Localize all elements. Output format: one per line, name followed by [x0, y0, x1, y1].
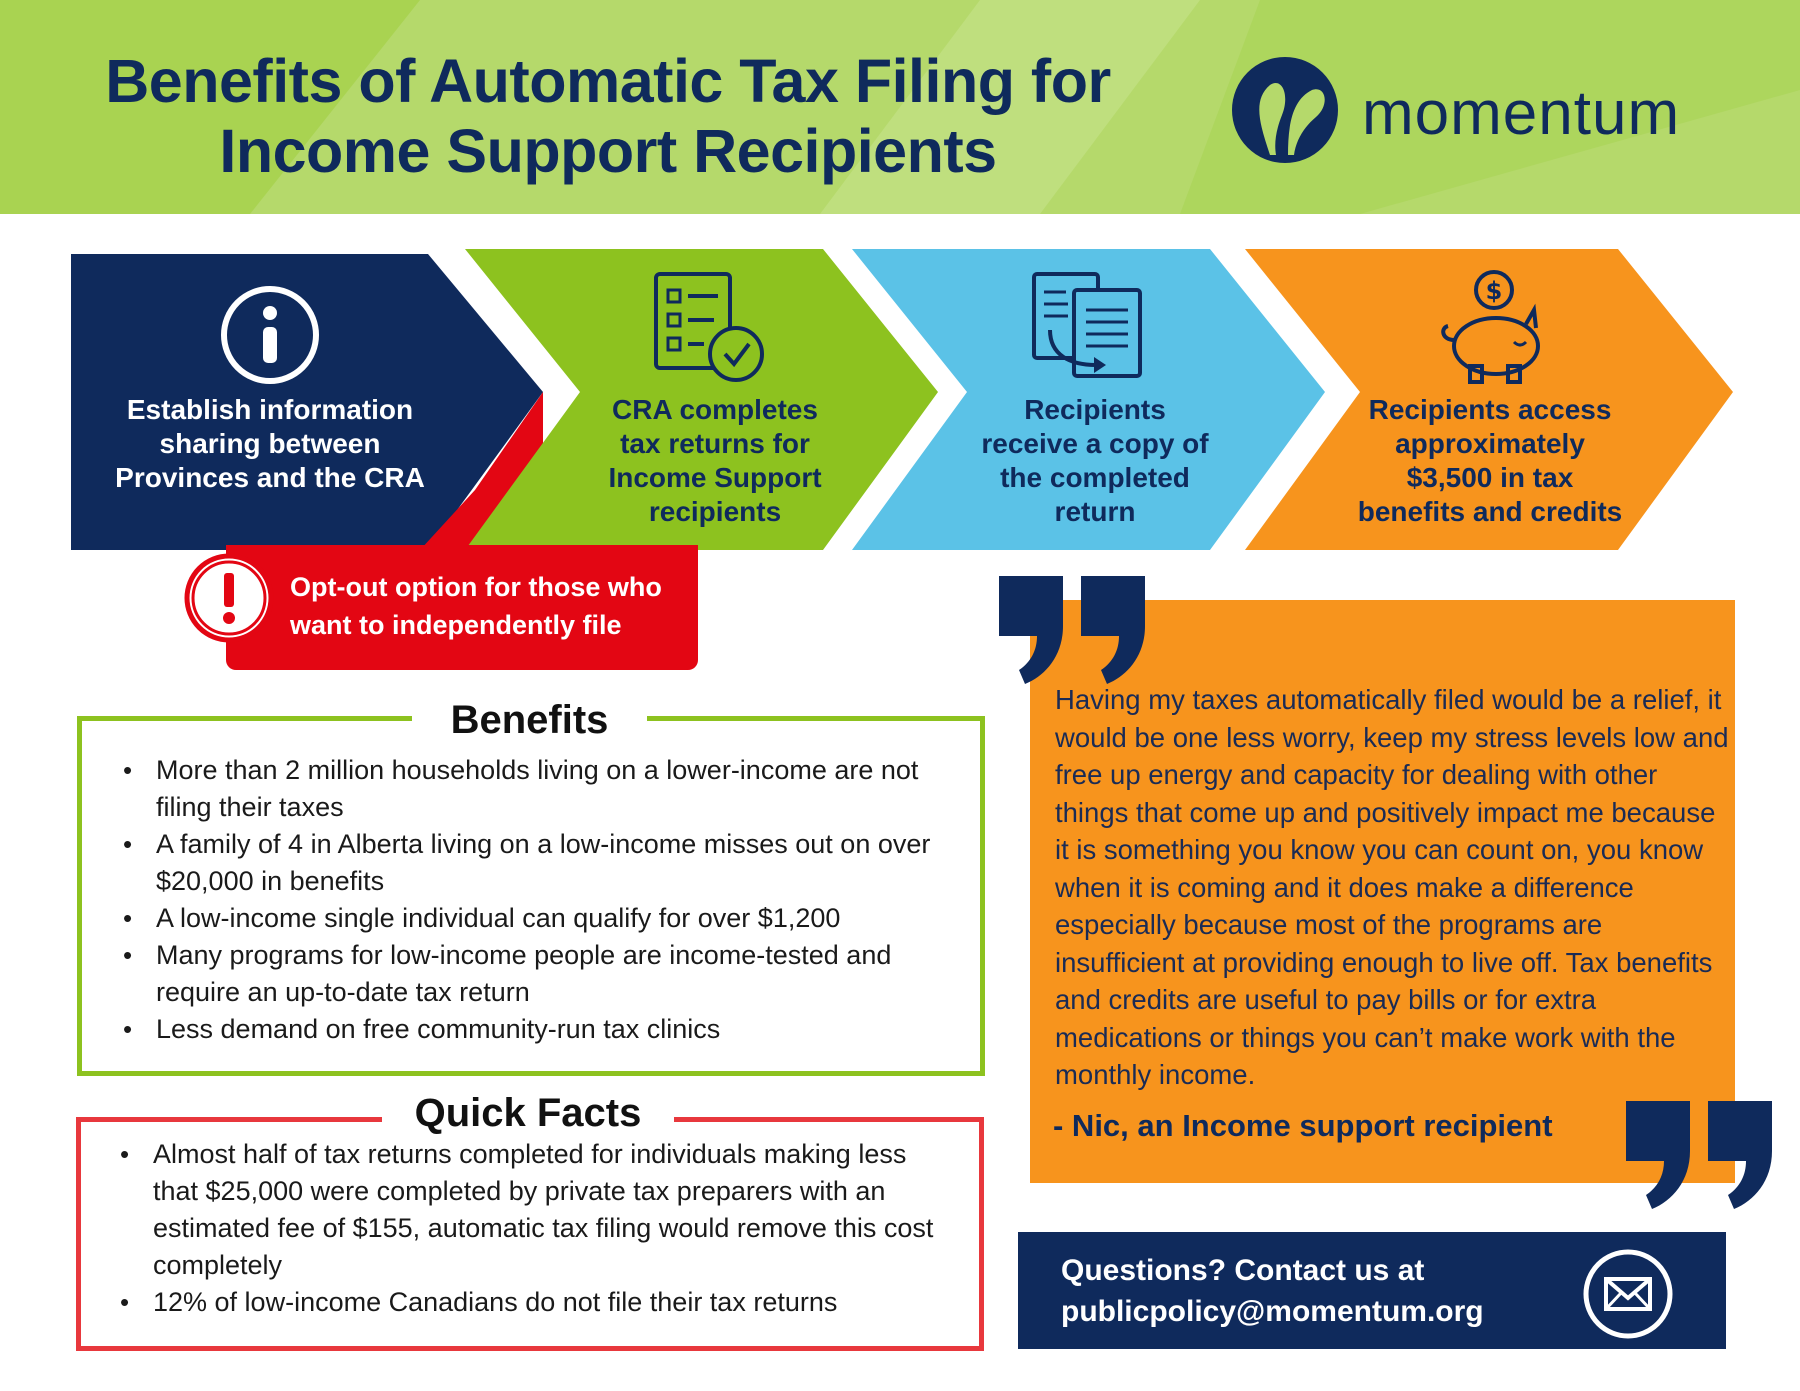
documents-icon: [1030, 270, 1148, 386]
contact-email-link[interactable]: publicpolicy@momentum.org: [1061, 1295, 1484, 1328]
list-item: • More than 2 million households living on a lower-income are not filing their taxes: [123, 752, 963, 826]
open-quote-icon: [995, 572, 1155, 692]
step-1-text: Establish information sharing between Provinces and the CRA: [115, 394, 425, 493]
checklist-icon: [652, 270, 768, 386]
quote-author: - Nic, an Income support recipient: [1053, 1108, 1553, 1143]
logo-text: momentum: [1362, 79, 1681, 148]
step-2-text: CRA completes tax returns for Income Support recipients: [608, 394, 822, 527]
list-item: • 12% of low-income Canadians do not file their tax returns: [120, 1284, 950, 1321]
exclamation-icon: [182, 551, 276, 645]
step-3-text: Recipients receive a copy of the completed return: [981, 394, 1209, 527]
step-4-text: Recipients access approximately $3,500 in tax benefits and credits: [1357, 394, 1623, 527]
process-steps: [0, 0, 1800, 560]
optout-text: Opt-out option for those who want to independently file: [290, 572, 662, 640]
piggy-bank-icon: [1434, 268, 1554, 386]
svg-text:$: $: [1485, 277, 1503, 305]
contact-text: Questions? Contact us at publicpolicy@momentum.org: [1061, 1250, 1581, 1332]
list-item: • Less demand on free community-run tax clinics: [123, 1011, 963, 1048]
info-icon: [218, 283, 322, 387]
benefits-title: Benefits: [412, 694, 647, 746]
list-item: • Many programs for low-income people are income-tested and require an up-to-date tax return: [123, 937, 963, 1011]
quote-text: Having my taxes automatically filed would be a relief, it would be one less worry, keep my stress levels low and free up energy and capacity for dealing with other things that come up and positively impact me because it is something you know you can count on, you know when it is coming and it does make a difference especially because most of the programs are insufficient at providing enough to live off. Tax benefits and credits are useful to pay bills or for extra medications or things you can’t make work with the monthly income.: [1055, 684, 1729, 1090]
list-item: • A family of 4 in Alberta living on a low-income misses out on over $20,000 in benefits: [123, 826, 963, 900]
list-item: • Almost half of tax returns completed for individuals making less that $25,000 were completed by private tax preparers with an estimated fee of $155, automatic tax filing would remove this cost completely: [120, 1136, 950, 1284]
quick-facts-list: [120, 1136, 950, 1321]
mail-icon[interactable]: [1582, 1248, 1674, 1340]
benefits-list: [123, 752, 963, 1048]
quick-facts-title: Quick Facts: [382, 1087, 674, 1139]
title-line-1: Benefits of Automatic Tax Filing for: [105, 47, 1111, 115]
list-item: • A low-income single individual can qualify for over $1,200: [123, 900, 963, 937]
title-line-2: Income Support Recipients: [219, 117, 997, 185]
close-quote-icon: [1622, 1097, 1782, 1217]
